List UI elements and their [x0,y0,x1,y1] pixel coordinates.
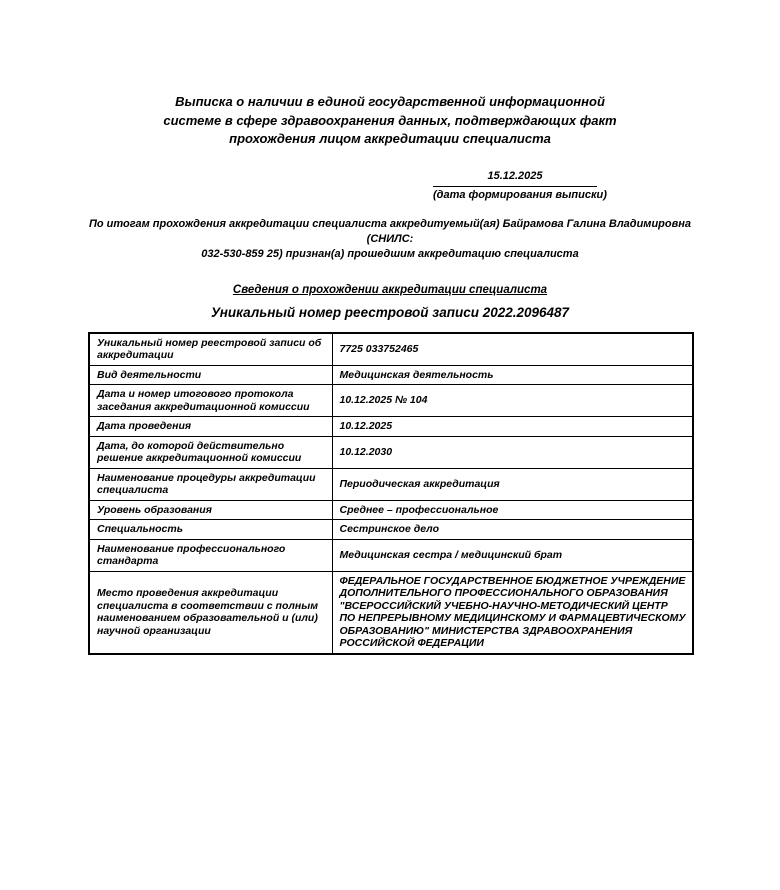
row-value: 10.12.2025 № 104 [332,385,693,417]
row-label: Наименование процедуры аккредитации специалиста [89,468,332,500]
row-professional-standard [89,539,693,571]
row-value: 10.12.2025 [332,417,693,437]
row-protocol-date-number [89,385,693,417]
intro-paragraph [88,217,692,262]
row-label: Место проведения аккредитации специалиста в соответствии с полным наименованием образовательной и (или) научной организации [89,571,332,654]
row-value: Медицинская деятельность [332,365,693,385]
row-label: Дата и номер итогового протокола заседания аккредитационной комиссии [89,385,332,417]
row-label: Дата, до которой действительно решение аккредитационной комиссии [89,436,332,468]
accreditation-table-body [89,333,693,654]
row-accreditation-place [89,571,693,654]
row-label: Наименование профессионального стандарта [89,539,332,571]
row-value: 7725 033752465 [332,333,693,366]
section-heading: Сведения о прохождении аккредитации специалиста [232,283,548,296]
row-specialty [89,520,693,540]
document-title-line: системе в сфере здравоохранения данных, подтверждающих факт [163,112,617,128]
row-value: Сестринское дело [332,520,693,540]
row-education-level [89,500,693,520]
row-label: Специальность [89,520,332,540]
row-label: Уровень образования [89,500,332,520]
document-title [88,93,692,149]
row-value: Среднее – профессиональное [332,500,693,520]
row-value: Медицинская сестра / медицинский брат [332,539,693,571]
registry-number-heading: Уникальный номер реестровой записи 2022.2096487 [210,304,570,320]
row-label: Вид деятельности [89,365,332,385]
row-value: Периодическая аккредитация [332,468,693,500]
extract-date: 15.12.2025 [433,170,597,187]
row-label: Дата проведения [89,417,332,437]
extract-date-block [433,169,607,202]
row-label: Уникальный номер реестровой записи об аккредитации [89,333,332,366]
accreditation-table [88,332,694,655]
row-value: 10.12.2030 [332,436,693,468]
document-title-line: Выписка о наличии в единой государственной информационной [175,94,605,109]
document-title-line: прохождения лицом аккредитации специалиста [229,131,551,146]
row-procedure-name [89,468,693,500]
intro-paragraph-line: 032-530-859 25) признан(а) прошедшим аккредитацию специалиста [201,247,579,260]
row-event-date [89,417,693,437]
row-value: ФЕДЕРАЛЬНОЕ ГОСУДАРСТВЕННОЕ БЮДЖЕТНОЕ УЧРЕЖДЕНИЕ ДОПОЛНИТЕЛЬНОГО ПРОФЕССИОНАЛЬНОГО ОБРАЗОВАНИЯ "ВСЕРОССИЙСКИЙ УЧЕБНО-НАУЧНО-МЕТОДИЧЕСКИЙ ЦЕНТР ПО НЕПРЕРЫВНОМУ МЕДИЦИНСКОМУ И ФАРМАЦЕВТИЧЕСКОМУ ОБРАЗОВАНИЮ" МИНИСТЕРСТВА ЗДРАВООХРАНЕНИЯ РОССИЙСКОЙ ФЕДЕРАЦИИ [332,571,693,654]
intro-paragraph-line: По итогам прохождения аккредитации специалиста аккредитуемый(ая) Байрамова Галина Владимировна (СНИЛС: [88,217,692,245]
row-valid-until-date [89,436,693,468]
row-activity-type [89,365,693,385]
extract-date-caption: (дата формирования выписки) [433,188,607,201]
row-registry-number [89,333,693,366]
